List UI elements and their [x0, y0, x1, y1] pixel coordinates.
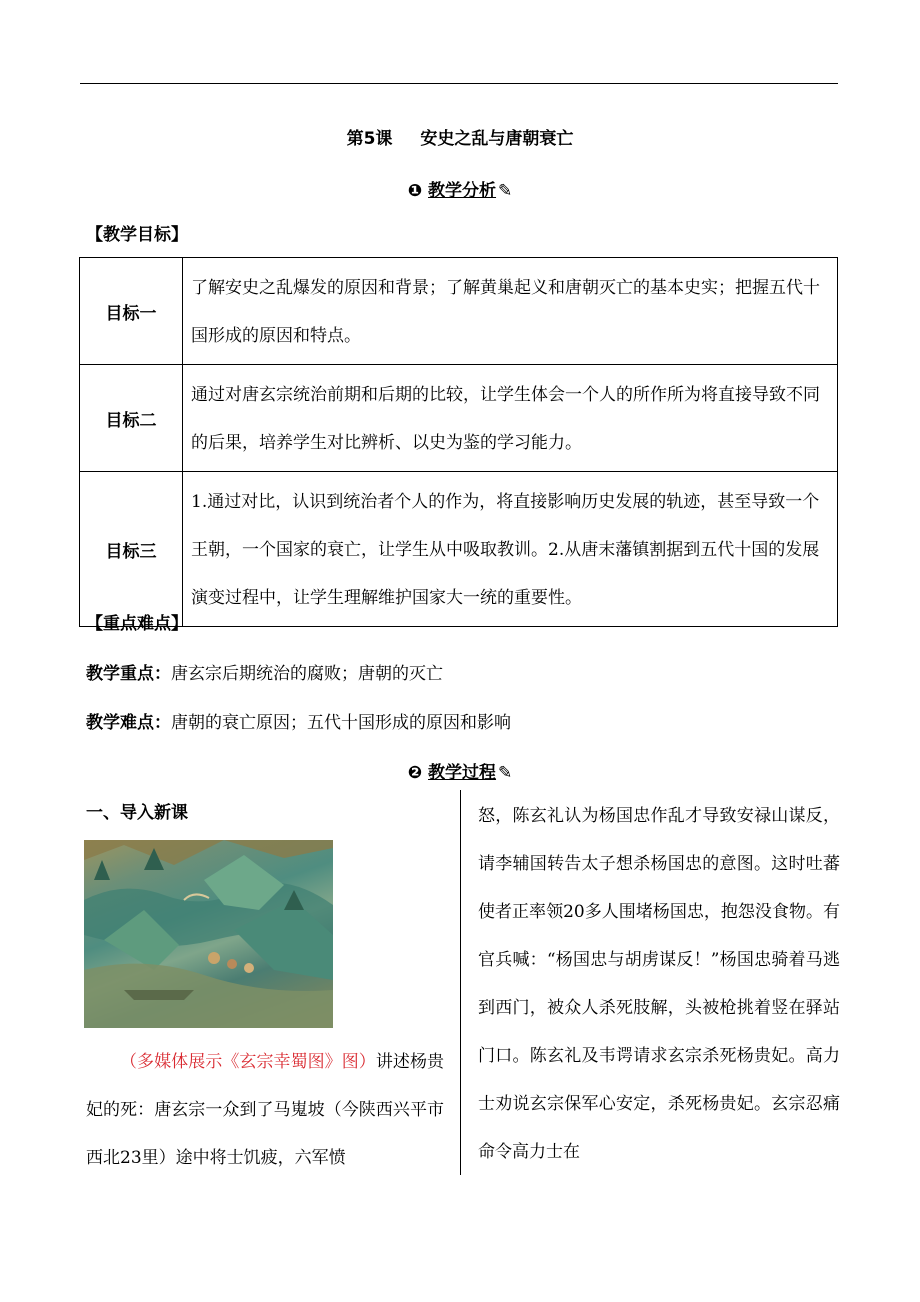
- intro-left-body: 讲述杨贵妃的死：唐玄宗一众到了马嵬坡（今陕西兴平市西北23里）途中将士饥疲，六军愤: [86, 1052, 445, 1168]
- difficult-point-text: 唐朝的衰亡原因；五代十国形成的原因和影响: [171, 713, 511, 733]
- goals-heading: 【教学目标】: [86, 225, 188, 245]
- lesson-title: 安史之乱与唐朝衰亡: [420, 129, 574, 149]
- intro-heading: 一、导入新课: [86, 803, 188, 823]
- section-title: 教学分析: [428, 181, 497, 201]
- intro-right-text: 怒，陈玄礼认为杨国忠作乱才导致安禄山谋反，请李辅国转告太子想杀杨国忠的意图。这时吐蕃使者正率领20多人围堵杨国忠，抱怨没食物。有官兵喊：“杨国忠与胡虏谋反！”杨国忠骑着马逃到西门，被众人杀死肢解，头被枪挑着竖在驿站门口。陈玄礼及韦谔请求玄宗杀死杨贵妃。高力士劝说玄宗保军心安定，杀死杨贵妃。玄宗忍痛命令高力士在: [478, 806, 840, 1162]
- difficult-point-label: 教学难点：: [86, 713, 171, 733]
- goal-text: 了解安史之乱爆发的原因和背景；了解黄巢起义和唐朝灭亡的基本史实；把握五代十国形成的原因和特点。: [183, 258, 838, 365]
- key-point-label: 教学重点：: [86, 664, 171, 684]
- goal-label: 目标一: [80, 258, 183, 365]
- table-row: [80, 365, 838, 472]
- header-rule: [80, 83, 838, 84]
- goal-label: 目标三: [80, 472, 183, 627]
- painting-image: [84, 840, 333, 1028]
- section-heading-analysis: [0, 176, 920, 201]
- section-title: 教学过程: [428, 763, 497, 783]
- goal-label: 目标二: [80, 365, 183, 472]
- goal-text: 1.通过对比，认识到统治者个人的作为，将直接影响历史发展的轨迹，甚至导致一个王朝，一个国家的衰亡，让学生从中吸取教训。2.从唐末藩镇割据到五代十国的发展演变过程中，让学生理解维护国家大一统的重要性。: [183, 472, 838, 627]
- key-point-line: [86, 659, 443, 684]
- section-heading-process: [0, 758, 920, 783]
- key-point-text: 唐玄宗后期统治的腐败；唐朝的灭亡: [171, 664, 443, 684]
- table-row: [80, 472, 838, 627]
- pen-icon: ✎: [498, 181, 513, 201]
- goals-table: [79, 257, 838, 627]
- keypoints-heading: 【重点难点】: [86, 614, 188, 634]
- goal-text: 通过对唐玄宗统治前期和后期的比较，让学生体会一个人的所作所为将直接导致不同的后果，培养学生对比辨析、以史为鉴的学习能力。: [183, 365, 838, 472]
- page-title: [0, 124, 920, 149]
- difficult-point-line: [86, 708, 511, 733]
- column-divider: [460, 790, 461, 1175]
- lesson-number: 第5课: [346, 129, 393, 149]
- intro-heading-wrap: [86, 798, 446, 823]
- pen-icon: ✎: [498, 763, 513, 783]
- media-note: （多媒体展示《玄宗幸蜀图》图）: [120, 1052, 376, 1072]
- table-row: [80, 258, 838, 365]
- intro-left-text: [86, 1038, 444, 1182]
- bullet-two-icon: ❷: [407, 763, 423, 783]
- bullet-one-icon: ❶: [407, 181, 423, 201]
